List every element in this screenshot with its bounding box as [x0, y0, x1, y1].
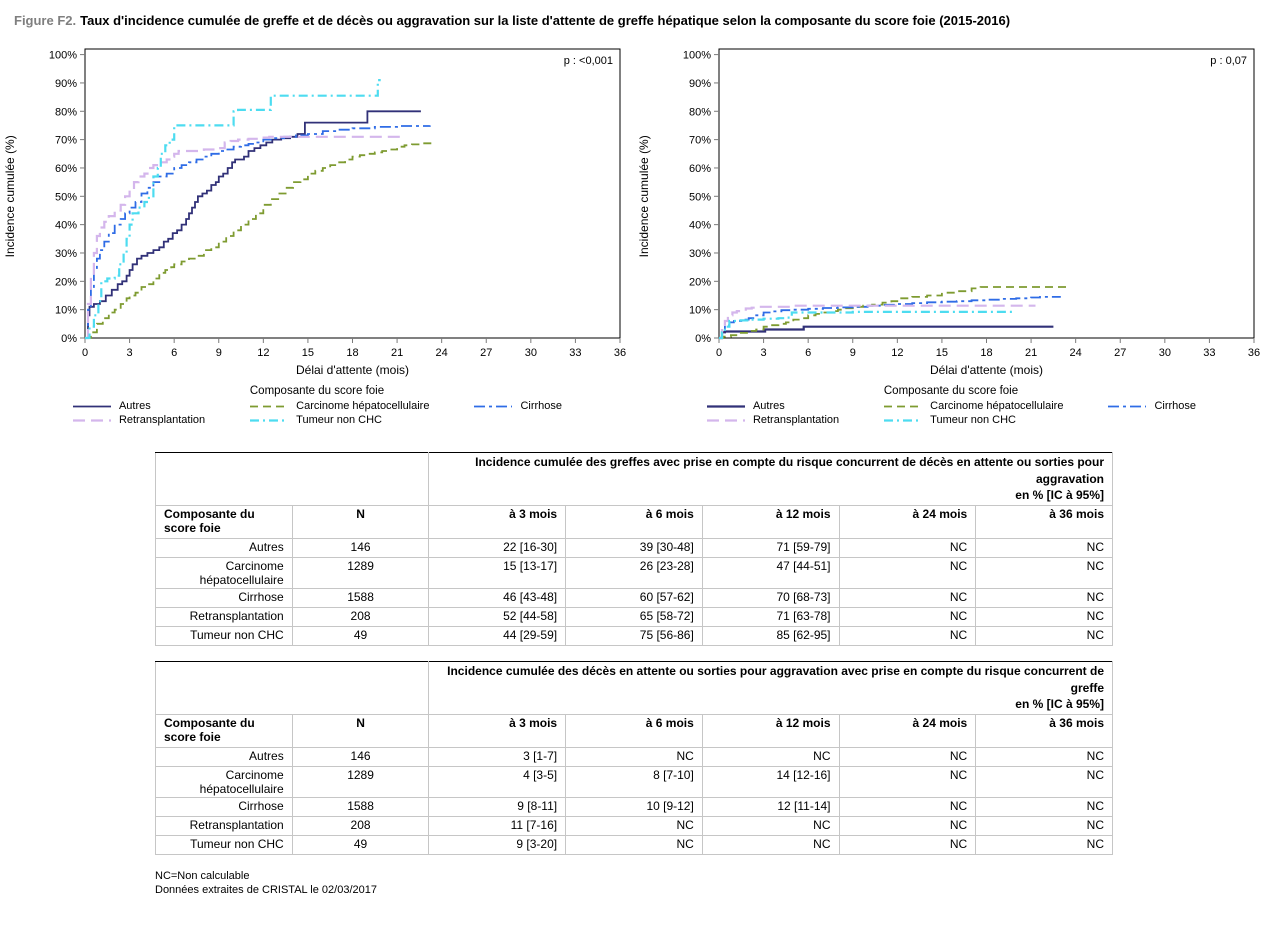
table-group-header-row — [156, 662, 1113, 715]
y-tick-label: 70% — [688, 134, 711, 147]
table-cell: 8 [7-10] — [566, 767, 703, 798]
p-value-label: p : 0,07 — [1210, 55, 1247, 68]
x-tick-label: 30 — [524, 347, 537, 360]
table-row — [156, 558, 1113, 589]
x-tick-label: 36 — [1247, 347, 1261, 360]
x-tick-label: 18 — [980, 347, 993, 360]
legend-item-retransplantation — [706, 414, 839, 426]
table-cell: 10 [9-12] — [566, 798, 703, 817]
table-cell: NC — [839, 767, 976, 798]
legend-title: Composante du score foie — [883, 385, 1019, 398]
legend-line-sample — [72, 402, 112, 411]
table-group-header: Incidence cumulée des greffes avec prise en compte du risque concurrent de décès en attente ou sorties pour aggravation en % [IC à 95%] — [429, 453, 1113, 506]
cumulative-incidence-chart-greffe — [0, 43, 634, 383]
table-cell: NC — [839, 627, 976, 646]
table-cell: NC — [976, 767, 1113, 798]
table-row — [156, 627, 1113, 646]
y-tick-label: 30% — [688, 248, 711, 261]
table-cell: NC — [976, 608, 1113, 627]
chart-legend — [634, 385, 1268, 426]
column-header: à 3 mois — [429, 715, 566, 748]
y-tick-label: 40% — [688, 219, 711, 232]
figure-title — [0, 0, 1269, 29]
y-tick-label: 80% — [688, 106, 711, 119]
legend-item-autres — [72, 400, 205, 412]
table-cell: NC — [702, 836, 839, 855]
x-tick-label: 33 — [1203, 347, 1216, 360]
row-label: Autres — [156, 748, 293, 767]
column-header: à 24 mois — [839, 506, 976, 539]
legend-line-sample — [72, 416, 112, 425]
x-tick-label: 3 — [760, 347, 767, 360]
column-header: à 6 mois — [566, 715, 703, 748]
table-cell: 9 [3-20] — [429, 836, 566, 855]
cumulative-incidence-chart-deces — [634, 43, 1268, 383]
legend-label: Tumeur non CHC — [930, 414, 1016, 427]
x-tick-label: 33 — [569, 347, 582, 360]
x-tick-label: 36 — [613, 347, 627, 360]
y-tick-label: 90% — [688, 78, 711, 91]
table-row — [156, 608, 1113, 627]
legend-item-autres — [706, 400, 839, 412]
table-row — [156, 589, 1113, 608]
legend-line-sample — [473, 402, 513, 411]
row-label: Carcinome hépatocellulaire — [156, 558, 293, 589]
table-cell: 9 [8-11] — [429, 798, 566, 817]
x-tick-label: 30 — [1158, 347, 1171, 360]
row-label: Retransplantation — [156, 608, 293, 627]
y-tick-label: 60% — [688, 163, 711, 176]
table-cell: NC — [976, 589, 1113, 608]
table-cell: 208 — [292, 817, 429, 836]
column-header: Composante du score foie — [156, 715, 293, 748]
legend-line-sample — [249, 402, 289, 411]
column-header: N — [292, 506, 429, 539]
y-tick-label: 50% — [688, 191, 711, 204]
figure-title-text: Taux d'incidence cumulée de greffe et de décès ou aggravation sur la liste d'attente de greffe hépatique selon la composante du score foie (2015-2016) — [80, 13, 1011, 28]
table-cell: 22 [16-30] — [429, 539, 566, 558]
table-group-header: Incidence cumulée des décès en attente ou sorties pour aggravation avec prise en compte du risque concurrent de greffe en % [IC à 95%] — [429, 662, 1113, 715]
x-tick-label: 9 — [215, 347, 222, 360]
x-tick-label: 24 — [1069, 347, 1082, 360]
table-cell: 60 [57-62] — [566, 589, 703, 608]
table-cell: NC — [976, 627, 1113, 646]
figure-number: Figure F2. — [14, 13, 77, 28]
legend-items — [0, 400, 634, 426]
table-cell: 208 — [292, 608, 429, 627]
table-cell: NC — [566, 836, 703, 855]
table-cell: 26 [23-28] — [566, 558, 703, 589]
column-header: à 6 mois — [566, 506, 703, 539]
legend-item-retransplantation — [72, 414, 205, 426]
table-cell: 11 [7-16] — [429, 817, 566, 836]
y-tick-label: 20% — [688, 276, 711, 289]
table-cell: 46 [43-48] — [429, 589, 566, 608]
incidence-table-deces — [155, 661, 1113, 855]
y-tick-label: 100% — [682, 49, 711, 62]
x-tick-label: 9 — [849, 347, 856, 360]
legend-label: Tumeur non CHC — [296, 414, 382, 427]
legend-line-sample — [706, 416, 746, 425]
footnote-nc: NC=Non calculable — [155, 870, 250, 883]
y-tick-label: 70% — [54, 134, 77, 147]
legend-line-sample — [1107, 402, 1147, 411]
y-tick-label: 10% — [54, 304, 77, 317]
table-column-header-row — [156, 506, 1113, 539]
table-cell: NC — [976, 748, 1113, 767]
legend-item-carcinome-h-patocellulaire — [249, 400, 429, 412]
row-label: Autres — [156, 539, 293, 558]
table-cell: NC — [839, 817, 976, 836]
incidence-table-greffes — [155, 452, 1113, 646]
legend-label: Cirrhose — [520, 400, 563, 413]
row-label: Tumeur non CHC — [156, 627, 293, 646]
table-cell: NC — [976, 798, 1113, 817]
table-cell: NC — [839, 608, 976, 627]
table-cell: NC — [566, 817, 703, 836]
table-cell: 1588 — [292, 798, 429, 817]
legend-label: Carcinome hépatocellulaire — [930, 400, 1064, 413]
x-tick-label: 27 — [480, 347, 493, 360]
x-tick-label: 12 — [891, 347, 904, 360]
legend-item-tumeur-non-chc — [249, 414, 429, 426]
x-tick-label: 12 — [257, 347, 270, 360]
table-row — [156, 817, 1113, 836]
table-cell: NC — [566, 748, 703, 767]
legend-item-carcinome-h-patocellulaire — [883, 400, 1063, 412]
table-cell: NC — [976, 539, 1113, 558]
table-cell: NC — [976, 817, 1113, 836]
legend-item-tumeur-non-chc — [883, 414, 1063, 426]
legend-label: Retransplantation — [752, 414, 840, 427]
legend-line-sample — [249, 416, 289, 425]
table-cell: NC — [702, 817, 839, 836]
x-tick-label: 15 — [301, 347, 315, 360]
legend-label: Cirrhose — [1154, 400, 1197, 413]
table-cell: NC — [839, 798, 976, 817]
x-tick-label: 21 — [1024, 347, 1038, 360]
y-tick-label: 90% — [54, 78, 77, 91]
table-row — [156, 798, 1113, 817]
x-tick-label: 0 — [81, 347, 89, 360]
table-cell: NC — [839, 589, 976, 608]
table-row — [156, 539, 1113, 558]
table-cell: NC — [976, 836, 1113, 855]
table-cell: 49 — [292, 627, 429, 646]
row-label: Retransplantation — [156, 817, 293, 836]
x-tick-label: 6 — [805, 347, 812, 360]
p-value-label: p : <0,001 — [563, 55, 613, 68]
legend-label: Carcinome hépatocellulaire — [296, 400, 430, 413]
y-tick-label: 0% — [695, 333, 711, 346]
y-tick-label: 60% — [54, 163, 77, 176]
legend-line-sample — [883, 402, 923, 411]
chart-figure-deces — [634, 43, 1268, 426]
table-cell: 1289 — [292, 767, 429, 798]
x-tick-label: 15 — [935, 347, 949, 360]
x-axis-title: Délai d'attente (mois) — [295, 363, 410, 378]
table-column-header-row — [156, 715, 1113, 748]
column-header: à 12 mois — [702, 506, 839, 539]
table-cell: 49 — [292, 836, 429, 855]
column-header: à 36 mois — [976, 715, 1113, 748]
table-cell: 1588 — [292, 589, 429, 608]
x-tick-label: 27 — [1114, 347, 1127, 360]
table-cell: 85 [62-95] — [702, 627, 839, 646]
legend-items — [634, 400, 1268, 426]
table-cell: 14 [12-16] — [702, 767, 839, 798]
footnotes — [155, 870, 1269, 898]
table-corner-cell — [156, 453, 429, 506]
table-cell: 1289 — [292, 558, 429, 589]
x-tick-label: 0 — [715, 347, 723, 360]
table-cell: NC — [839, 836, 976, 855]
table-row — [156, 836, 1113, 855]
x-tick-label: 21 — [390, 347, 404, 360]
table-corner-cell — [156, 662, 429, 715]
row-label: Cirrhose — [156, 589, 293, 608]
y-axis-title: Incidence cumulée (%) — [3, 135, 17, 258]
table-cell: 146 — [292, 539, 429, 558]
row-label: Tumeur non CHC — [156, 836, 293, 855]
column-header: à 36 mois — [976, 506, 1113, 539]
tables-section — [155, 452, 1113, 855]
plot-frame — [85, 49, 620, 338]
table-cell: NC — [976, 558, 1113, 589]
y-tick-label: 10% — [688, 304, 711, 317]
table-cell: 47 [44-51] — [702, 558, 839, 589]
table-cell: 75 [56-86] — [566, 627, 703, 646]
x-tick-label: 18 — [346, 347, 359, 360]
row-label: Cirrhose — [156, 798, 293, 817]
legend-item-cirrhose — [1107, 400, 1196, 412]
column-header: Composante du score foie — [156, 506, 293, 539]
table-cell: 71 [63-78] — [702, 608, 839, 627]
table-cell: 70 [68-73] — [702, 589, 839, 608]
legend-line-sample — [706, 402, 746, 411]
y-tick-label: 100% — [48, 49, 77, 62]
charts-row — [0, 43, 1269, 426]
y-tick-label: 20% — [54, 276, 77, 289]
table-cell: 3 [1-7] — [429, 748, 566, 767]
legend-label: Autres — [118, 400, 151, 413]
table-cell: NC — [839, 748, 976, 767]
table-cell: 4 [3-5] — [429, 767, 566, 798]
table-cell: 65 [58-72] — [566, 608, 703, 627]
row-label: Carcinome hépatocellulaire — [156, 767, 293, 798]
legend-item-cirrhose — [473, 400, 562, 412]
column-header: à 24 mois — [839, 715, 976, 748]
table-cell: 15 [13-17] — [429, 558, 566, 589]
x-tick-label: 24 — [435, 347, 448, 360]
y-axis-title: Incidence cumulée (%) — [637, 135, 651, 258]
y-tick-label: 50% — [54, 191, 77, 204]
table-cell: NC — [839, 558, 976, 589]
table-cell: 44 [29-59] — [429, 627, 566, 646]
legend-label: Autres — [752, 400, 785, 413]
table-cell: 12 [11-14] — [702, 798, 839, 817]
table-cell: 39 [30-48] — [566, 539, 703, 558]
column-header: à 3 mois — [429, 506, 566, 539]
table-cell: NC — [702, 748, 839, 767]
y-tick-label: 30% — [54, 248, 77, 261]
x-axis-title: Délai d'attente (mois) — [929, 363, 1044, 378]
table-row — [156, 767, 1113, 798]
table-cell: NC — [839, 539, 976, 558]
chart-figure-greffe — [0, 43, 634, 426]
y-tick-label: 40% — [54, 219, 77, 232]
column-header: à 12 mois — [702, 715, 839, 748]
table-row — [156, 748, 1113, 767]
table-cell: 52 [44-58] — [429, 608, 566, 627]
table-cell: 146 — [292, 748, 429, 767]
plot-frame — [719, 49, 1254, 338]
y-tick-label: 80% — [54, 106, 77, 119]
column-header: N — [292, 715, 429, 748]
y-tick-label: 0% — [61, 333, 77, 346]
x-tick-label: 3 — [126, 347, 133, 360]
legend-label: Retransplantation — [118, 414, 206, 427]
legend-title: Composante du score foie — [249, 385, 385, 398]
table-cell: 71 [59-79] — [702, 539, 839, 558]
legend-line-sample — [883, 416, 923, 425]
chart-legend — [0, 385, 634, 426]
table-group-header-row — [156, 453, 1113, 506]
x-tick-label: 6 — [171, 347, 178, 360]
footnote-source: Données extraites de CRISTAL le 02/03/2017 — [155, 884, 377, 896]
